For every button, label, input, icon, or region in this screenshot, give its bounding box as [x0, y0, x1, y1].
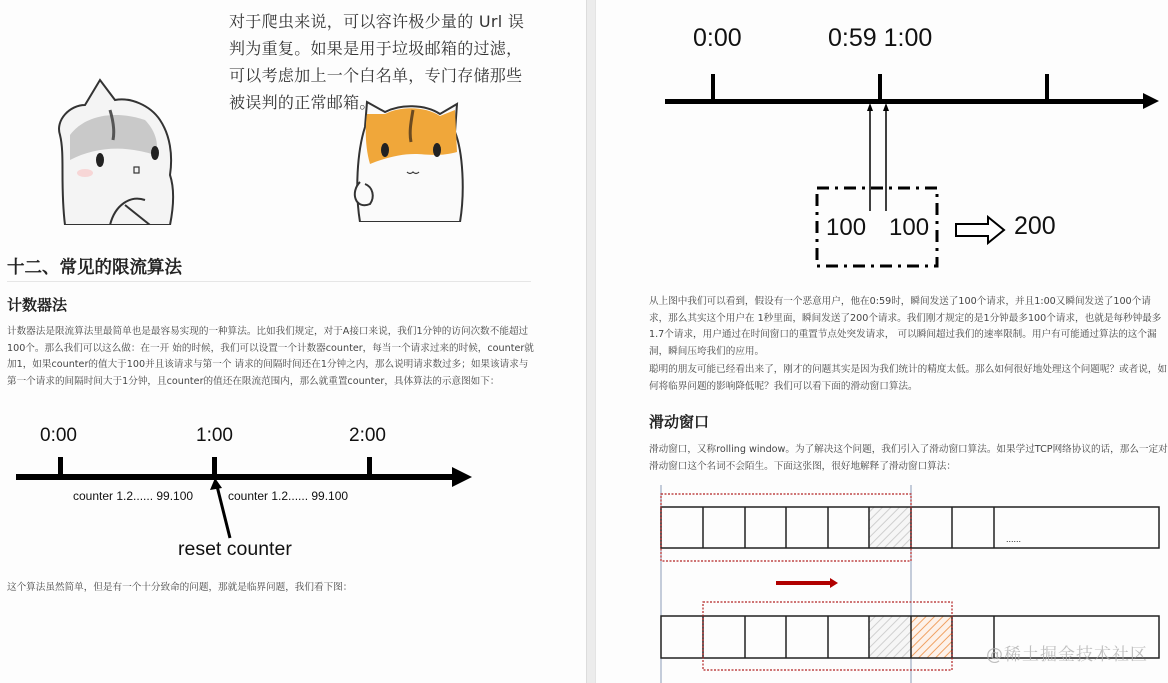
- tick-mark: [711, 74, 715, 101]
- timeline-axis: [16, 474, 456, 480]
- hamster-illustration: [55, 0, 525, 225]
- counter-timeline-diagram: [0, 420, 480, 565]
- caption-line: 被误判的正常邮箱。: [229, 93, 376, 112]
- paragraph-precision: 聪明的朋友可能已经看出来了，刚才的问题其实是因为我们统计的精度太低。那么如何很好地处理这个问题呢？或者说，如何将临界问题的影响降低呢？我们可以看下面的滑动窗口算法。: [649, 364, 1168, 392]
- tick-label: 2:00: [349, 425, 386, 446]
- section-title: 十二、常见的限流算法: [7, 258, 182, 278]
- tick-mark: [212, 457, 217, 477]
- paragraph-sliding-window: 滑动窗口，又称rolling window。为了解决这个问题，我们引入了滑动窗口算法。如果学过TCP网络协议的话，那么一定对滑动窗口这个名词不会陌生。下面这张图，很好地解释了滑动窗口算法：: [649, 444, 1168, 472]
- hollow-arrow-icon: [954, 215, 1006, 245]
- reset-pointer-arrow-icon: [205, 478, 235, 540]
- tick-mark: [1045, 74, 1049, 101]
- caption-line: 对于爬虫来说，可以容许极少量的 Url 误: [229, 12, 525, 31]
- watermark: @稀土掘金技术社区: [986, 645, 1148, 665]
- right-page: [596, 0, 1168, 683]
- reset-counter-label: reset counter: [178, 538, 292, 560]
- tick-label: 0:59 1:00: [828, 24, 933, 52]
- tick-mark: [58, 457, 63, 477]
- paragraph-critical-issue: 从上图中我们可以看到，假设有一个恶意用户，他在0:59时，瞬间发送了100个请求，并且1:00又瞬间发送了100个请求，那么其实这个用户在 1秒里面，瞬间发送了200个请求。我们刚才规定的是1分钟最多100个请求，也就是每秒钟最多1.7个请求，用户通过在时间窗口的重置节点处突发请求， 可以瞬间超过我们的速率限制。用户有可能通过算法的这个漏洞，瞬间压垮我们的应用。: [649, 296, 1162, 357]
- segment-label: counter 1.2...... 99.100: [73, 489, 194, 503]
- segment-label: counter 1.2...... 99.100: [228, 489, 349, 503]
- tick-label: 0:00: [693, 24, 742, 52]
- intro-paragraph: 计数器法是限流算法里最简单也是最容易实现的一种算法。比如我们规定，对于A接口来说，我们1分钟的访问次数不能超过100个。那么我们可以这么做：在一开 始的时候，我们可以设置一个计数器counter，每当一个请求过来的时候，counter就加1，如果counter的值大于100并且该请求与第一个 请求的间隔时间还在1分钟之内，那么说明请求数过多；如果该请求与第一个请求的间隔时间大于1分钟，且counter的值还在限流范围内，那么就重置counter，具体算法的示意图如下：: [7, 326, 534, 387]
- timeline-axis: [665, 99, 1145, 104]
- caption-line: 可以考虑加上一个白名单，专门存储那些: [229, 66, 523, 85]
- caption-line: 判为重复。如果是用于垃圾邮箱的过滤，: [229, 39, 523, 58]
- axis-arrowhead-icon: [452, 467, 472, 487]
- illustration-caption: [229, 8, 529, 116]
- subsection-title: 滑动窗口: [649, 413, 710, 431]
- critical-window-diagram: [656, 0, 1168, 280]
- subsection-title: 计数器法: [7, 296, 68, 314]
- closing-paragraph: 这个算法虽然简单，但是有一个十分致命的问题，那就是临界问题，我们看下图：: [7, 582, 353, 593]
- tick-mark: [878, 74, 882, 101]
- tick-label: 1:00: [196, 425, 233, 446]
- page-gutter: [586, 0, 596, 683]
- tick-label: 0:00: [40, 425, 77, 446]
- burst-value: 100: [826, 214, 867, 241]
- gray-hamster-icon: [55, 75, 185, 225]
- ellipsis-label: ......: [1006, 534, 1022, 544]
- section-divider: [7, 281, 531, 282]
- axis-arrowhead-icon: [1143, 93, 1159, 109]
- burst-total: 200: [1014, 212, 1056, 240]
- tick-mark: [367, 457, 372, 477]
- burst-value: 100: [889, 214, 930, 241]
